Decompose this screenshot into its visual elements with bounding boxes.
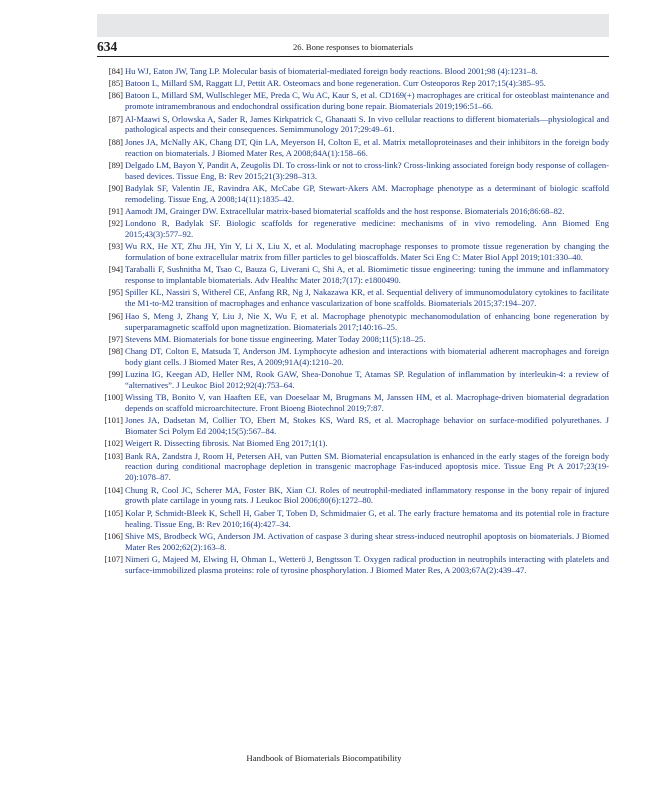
reference-number: [106]	[104, 530, 123, 541]
reference-link[interactable]: Delgado LM, Bayon Y, Pandit A, Zeugolis DI. To cross-link or not to cross-link? Cross-linking associated foreign body response of collagen-based devices. Tissue Eng, B: Rev 2015;21(3):298–313.	[125, 159, 609, 181]
reference-link[interactable]: Batoon L, Millard SM, Raggatt LJ, Pettit AR. Osteomacs and bone regeneration. Curr Osteoporos Rep 2017;15(4):385–95.	[125, 78, 546, 89]
reference-item	[97, 218, 609, 240]
reference-item	[97, 206, 609, 217]
reference-item	[97, 183, 609, 205]
reference-link[interactable]: Weigert R. Dissecting fibrosis. Nat Biomed Eng 2017;1(1).	[125, 438, 328, 449]
reference-item	[97, 137, 609, 159]
reference-link[interactable]: Londono R, Badylak SF. Biologic scaffolds for regenerative medicine: mechanisms of in vivo remodeling. Ann Biomed Eng 2015;43(3):577–92.	[125, 218, 609, 240]
reference-link[interactable]: Bank RA, Zandstra J, Room H, Petersen AH, van Putten SM. Biomaterial encapsulation is enhanced in the early stages of the foreign body reaction during conditional macrophage depletion in transgenic macrophage Fas-induced apoptosis mice. Tissue Eng Pt A 2017;23(19-20):1078–87.	[125, 450, 609, 483]
reference-number: [84]	[108, 66, 123, 76]
reference-item	[97, 554, 609, 576]
reference-link[interactable]: Kolar P, Schmidt-Bleek K, Schell H, Gaber T, Toben D, Schmidmaier G, et al. The early fracture hematoma and its potential role in fracture healing. Tissue Eng, B: Rev 2010;16(4):427–34.	[125, 507, 609, 529]
reference-link[interactable]: Badylak SF, Valentin JE, Ravindra AK, McCabe GP, Stewart-Akers AM. Macrophage phenotype as a determinant of biologic scaffold remodeling. Tissue Eng, A 2008;14(11):1835–42.	[125, 182, 609, 204]
reference-item	[97, 311, 609, 333]
reference-number: [85]	[108, 78, 123, 89]
reference-number: [91]	[108, 205, 123, 216]
running-head	[97, 38, 609, 57]
header-bar	[97, 14, 609, 37]
reference-number: [107]	[104, 553, 123, 564]
page-number: 634	[97, 39, 118, 54]
reference-link[interactable]: Chung R, Cool JC, Scherer MA, Foster BK, Xian CJ. Roles of neutrophil-mediated inflammatory response in the bony repair of injured growth plate cartilage in young rats. J Leukoc Biol 2006;80(6):1272–80.	[125, 484, 609, 506]
reference-item	[97, 160, 609, 182]
reference-number: [99]	[108, 369, 123, 380]
reference-item	[97, 334, 609, 345]
reference-link[interactable]: Al-Maawi S, Orlowska A, Sader R, James Kirkpatrick C, Ghanaati S. In vivo cellular reactions to different biomaterials—physiological and pathological aspects and their consequences. Semimmunology 2017;29:49–61.	[125, 113, 609, 135]
reference-number: [102]	[104, 438, 123, 449]
reference-item	[97, 78, 609, 89]
reference-link[interactable]: Chang DT, Colton E, Matsuda T, Anderson JM. Lymphocyte adhesion and interactions with biomaterial adherent macrophages and foreign body giant cells. J Biomed Mater Res, A 2009;91A(4):1210–20.	[125, 345, 609, 367]
reference-number: [95]	[108, 287, 123, 298]
reference-list	[97, 66, 609, 577]
reference-link[interactable]: Nimeri G, Majeed M, Elwing H, Ohman L, Wetterö J, Bengtsson T. Oxygen radical production in neutrophils interacting with platelets and surface-immobilized plasma proteins: role of tyrosine phosphorylation. J Biomed Mater Res, A 2003;67A(2):439–47.	[125, 553, 609, 575]
reference-item	[97, 415, 609, 437]
reference-item	[97, 531, 609, 553]
reference-number: [93]	[108, 241, 123, 252]
reference-link[interactable]: Luzina IG, Keegan AD, Heller NM, Rook GAW, Shea-Donohue T, Atamas SP. Regulation of inflammation by interleukin-4: a review of “alternatives”. J Leukoc Biol 2012;92(4):753–64.	[125, 369, 609, 390]
reference-number: [88]	[108, 136, 123, 147]
reference-number: [87]	[108, 113, 123, 124]
reference-link[interactable]: Batoon L, Millard SM, Wullschleger ME, Preda C, Wu AC, Kaur S, et al. CD169(+) macrophages are critical for osteoblast maintenance and promote intramembranous and endochondral ossification during bone repair. Biomaterials 2019;196:51–66.	[125, 90, 609, 112]
reference-link[interactable]: Jones JA, McNally AK, Chang DT, Qin LA, Meyerson H, Colton E, et al. Matrix metalloproteinases and their inhibitors in the foreign body reaction on biomaterials. J Biomed Mater Res, A 2008;84A(1):158–66.	[125, 136, 609, 158]
reference-item	[97, 66, 609, 77]
reference-item	[97, 90, 609, 112]
reference-link[interactable]: Wu RX, He XT, Zhu JH, Yin Y, Li X, Liu X, et al. Modulating macrophage responses to promote tissue regeneration by changing the formulation of bone extracellular matrix from filler particles to gel bioscaffolds. Mater Sci Eng C: Mater Biol Appl 2019;101:330–40.	[125, 241, 609, 263]
reference-item	[97, 508, 609, 530]
reference-link[interactable]: Spiller KL, Nassiri S, Witherel CE, Anfang RR, Ng J, Nakazawa KR, et al. Sequential delivery of immunomodulatory cytokines to facilitate the M1-to-M2 transition of macrophages and enhance vascularization of bone scaffolds. Biomaterials 2015;37:194–207.	[125, 287, 609, 309]
reference-number: [86]	[108, 90, 123, 101]
reference-item	[97, 114, 609, 136]
reference-number: [89]	[108, 159, 123, 170]
reference-link[interactable]: Stevens MM. Biomaterials for bone tissue engineering. Mater Today 2008;11(5):18–25.	[125, 333, 426, 344]
reference-number: [101]	[104, 415, 123, 426]
reference-number: [103]	[104, 450, 123, 461]
reference-number: [97]	[108, 333, 123, 344]
reference-item	[97, 438, 609, 449]
reference-item	[97, 485, 609, 507]
reference-link[interactable]: Jones JA, Dadsetan M, Collier TO, Ebert M, Stokes KS, Ward RS, et al. Macrophage behavior on surface-modified polyurethanes. J Biomater Sci Polym Ed 2004;15(5):567–84.	[125, 415, 609, 437]
reference-link[interactable]: Hao S, Meng J, Zhang Y, Liu J, Nie X, Wu F, et al. Macrophage phenotypic mechanomodulation of enhancing bone regeneration by superparamagnetic scaffold upon magnetization. Biomaterials 2017;140:16–25.	[125, 310, 609, 332]
reference-number: [98]	[108, 345, 123, 356]
reference-link[interactable]: Taraballi F, Sushnitha M, Tsao C, Bauza G, Liverani C, Shi A, et al. Biomimetic tissue engineering: tuning the immune and inflammatory response to implantable biomaterials. Adv Healthc Mater 2018;7(17): e1800490.	[125, 264, 609, 286]
reference-item	[97, 241, 609, 263]
reference-link[interactable]: Hu WJ, Eaton JW, Tang LP. Molecular basis of biomaterial-mediated foreign body reactions. Blood 2001;98 (4):1231–8.	[125, 66, 538, 76]
reference-number: [100]	[104, 392, 123, 403]
reference-item	[97, 369, 609, 391]
reference-item	[97, 287, 609, 309]
footer-book-title: Handbook of Biomaterials Biocompatibility	[246, 753, 402, 763]
reference-number: [96]	[108, 310, 123, 321]
reference-number: [94]	[108, 264, 123, 275]
reference-item	[97, 451, 609, 484]
reference-link[interactable]: Aamodt JM, Grainger DW. Extracellular matrix-based biomaterial scaffolds and the host response. Biomaterials 2016;86:68–82.	[125, 205, 565, 216]
reference-number: [104]	[104, 484, 123, 495]
reference-link[interactable]: Wissing TB, Bonito V, van Haaften EE, van Doeselaar M, Brugmans M, Janssen HM, et al. Macrophage-driven biomaterial degradation depends on scaffold microarchitecture. Front Bioeng Biotechnol 2019;7:87.	[125, 392, 609, 414]
reference-item	[97, 264, 609, 286]
reference-number: [90]	[108, 182, 123, 193]
reference-number: [105]	[104, 507, 123, 518]
reference-item	[97, 392, 609, 414]
chapter-title: 26. Bone responses to biomaterials	[292, 42, 414, 52]
reference-link[interactable]: Shive MS, Brodbeck WG, Anderson JM. Activation of caspase 3 during shear stress-induced neutrophil apoptosis on biomaterials. J Biomed Mater Res 2002;62(2):163–8.	[125, 530, 609, 552]
reference-item	[97, 346, 609, 368]
reference-number: [92]	[108, 218, 123, 229]
